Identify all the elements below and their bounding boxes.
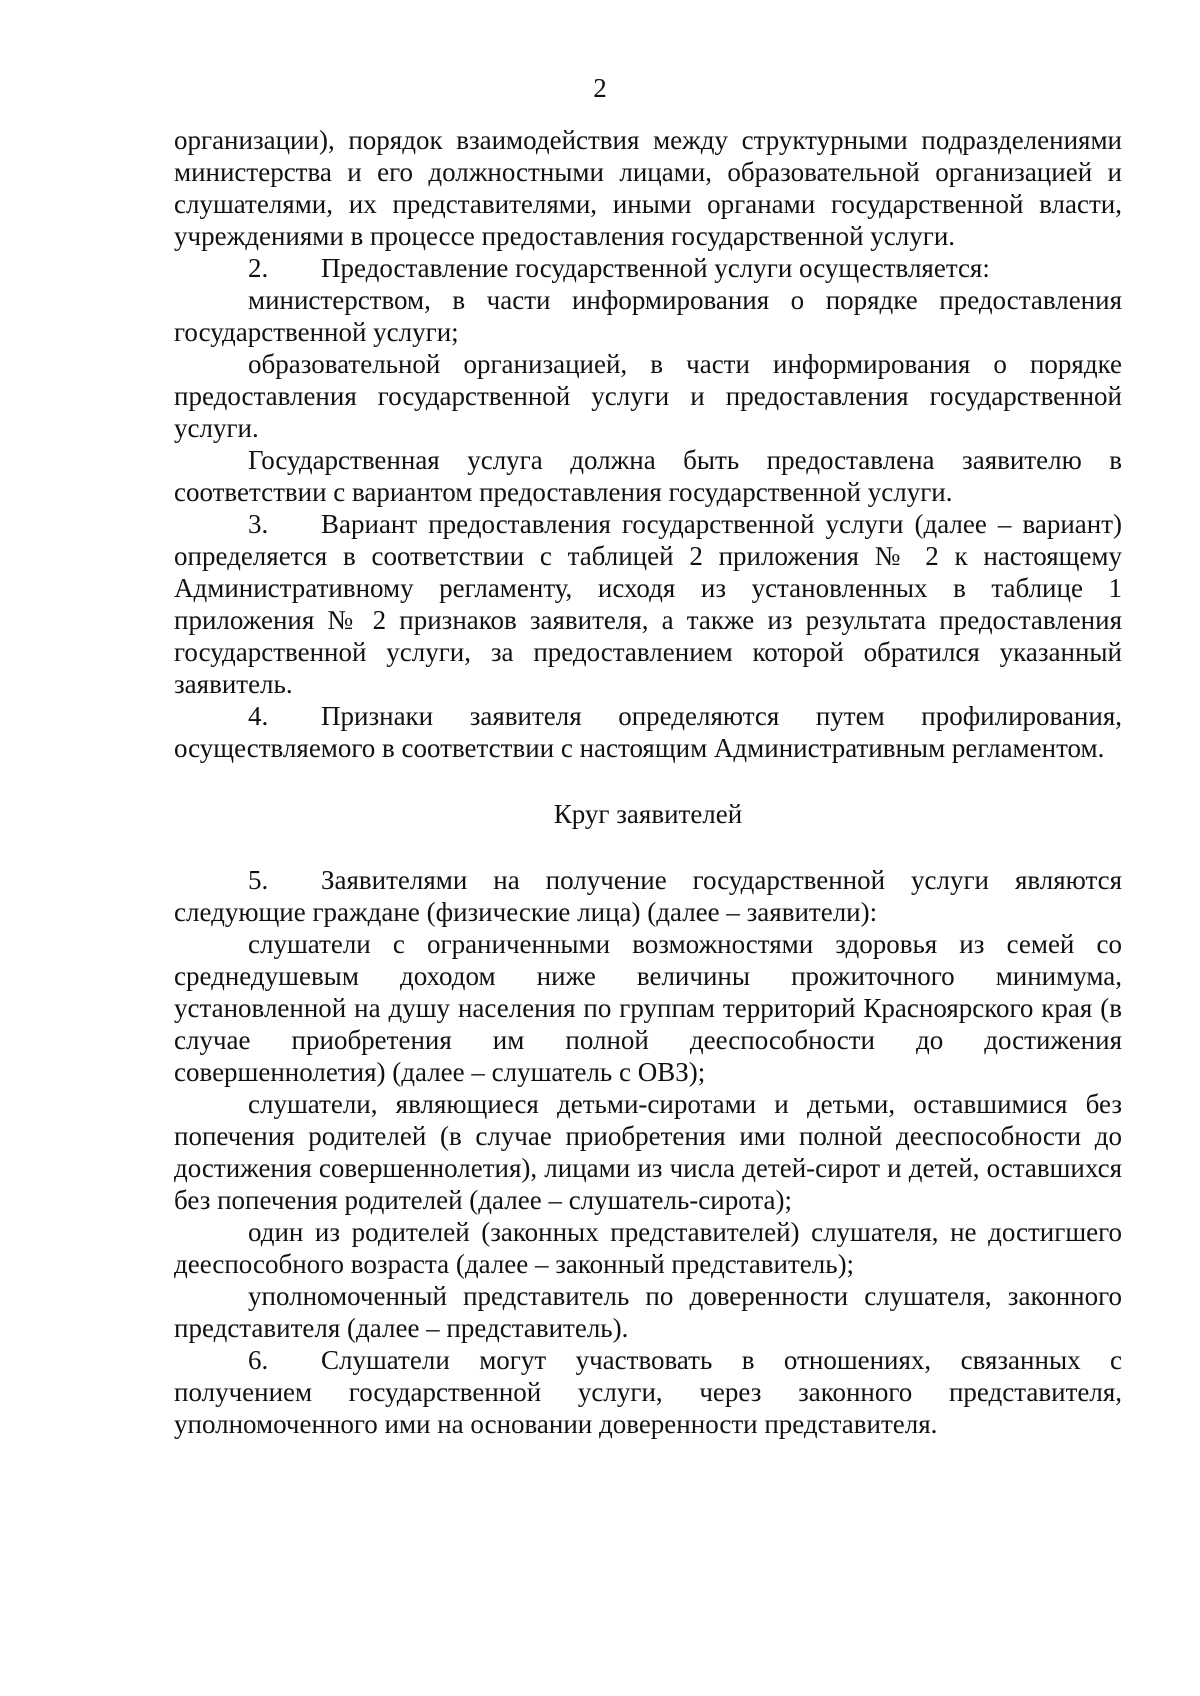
paragraph-text: слушатели, являющиеся детьми-сиротами и детьми, оставшимися без попечения родителей (в случае приобретения ими полной дееспособности до достижения совершеннолетия), лицами из числа детей-сирот и детей, оставшихся без попечения родителей (далее – слушатель-сирота);: [174, 1089, 1122, 1215]
document-body: [174, 124, 1122, 1440]
paragraph: [174, 1280, 1122, 1344]
paragraph-text: Вариант предоставления государственной услуги (далее – вариант) определяется в соответствии с таблицей 2 приложения № 2 к настоящему Административному регламенту, исходя из установленных в таблице 1 приложения № 2 признаков заявителя, а также из результата предоставления государственной услуги, за предоставлением которой обратился указанный заявитель.: [174, 509, 1122, 699]
paragraphs-top: [174, 124, 1122, 764]
paragraph-text: образовательной организацией, в части информирования о порядке предоставления государственной услуги и предоставления государственной услуги.: [174, 349, 1122, 443]
paragraph: [174, 1216, 1122, 1280]
paragraph-text: Государственная услуга должна быть предоставлена заявителю в соответствии с вариантом предоставления государственной услуги.: [174, 445, 1122, 507]
section-heading: Круг заявителей: [553, 799, 743, 829]
paragraph-number: 5.: [248, 865, 269, 895]
paragraph: [174, 124, 1122, 252]
paragraph: [174, 928, 1122, 1088]
numbered-paragraph: [174, 508, 1122, 700]
numbered-paragraph: [174, 252, 1122, 284]
paragraphs-bottom: [174, 864, 1122, 1440]
paragraph-text: слушатели с ограниченными возможностями здоровья из семей со среднедушевым доходом ниже величины прожиточного минимума, установленной на душу населения по группам территорий Красноярского края (в случае приобретения им полной дееспособности до достижения совершеннолетия) (далее – слушатель с ОВЗ);: [174, 929, 1122, 1087]
page-number: 2: [593, 73, 607, 103]
paragraph-number: 6.: [248, 1345, 269, 1375]
numbered-paragraph: [174, 700, 1122, 764]
paragraph-number: 2.: [248, 253, 269, 283]
numbered-paragraph: [174, 1344, 1122, 1440]
paragraph-text: Заявителями на получение государственной услуги являются следующие граждане (физические лица) (далее – заявители):: [174, 865, 1122, 927]
paragraph-text: один из родителей (законных представителей) слушателя, не достигшего дееспособного возраста (далее – законный представитель);: [174, 1217, 1122, 1279]
paragraph-number: 3.: [248, 509, 269, 539]
paragraph-text: министерством, в части информирования о порядке предоставления государственной услуги;: [174, 285, 1122, 347]
paragraph-text: Предоставление государственной услуги осуществляется:: [321, 253, 990, 283]
paragraph-text: Слушатели могут участвовать в отношениях, связанных с получением государственной услуги, через законного представителя, уполномоченного ими на основании доверенности представителя.: [174, 1345, 1122, 1439]
numbered-paragraph: [174, 864, 1122, 928]
paragraph-text: Признаки заявителя определяются путем профилирования, осуществляемого в соответствии с настоящим Административным регламентом.: [174, 701, 1122, 763]
paragraph-number: 4.: [248, 701, 269, 731]
paragraph: [174, 348, 1122, 444]
paragraph-text: уполномоченный представитель по доверенности слушателя, законного представителя (далее – представитель).: [174, 1281, 1122, 1343]
paragraph: [174, 1088, 1122, 1216]
paragraph: [174, 284, 1122, 348]
paragraph-text: организации), порядок взаимодействия между структурными подразделениями министерства и его должностными лицами, образовательной организацией и слушателями, их представителями, иными органами государственной власти, учреждениями в процессе предоставления государственной услуги.: [174, 125, 1122, 251]
paragraph: [174, 444, 1122, 508]
